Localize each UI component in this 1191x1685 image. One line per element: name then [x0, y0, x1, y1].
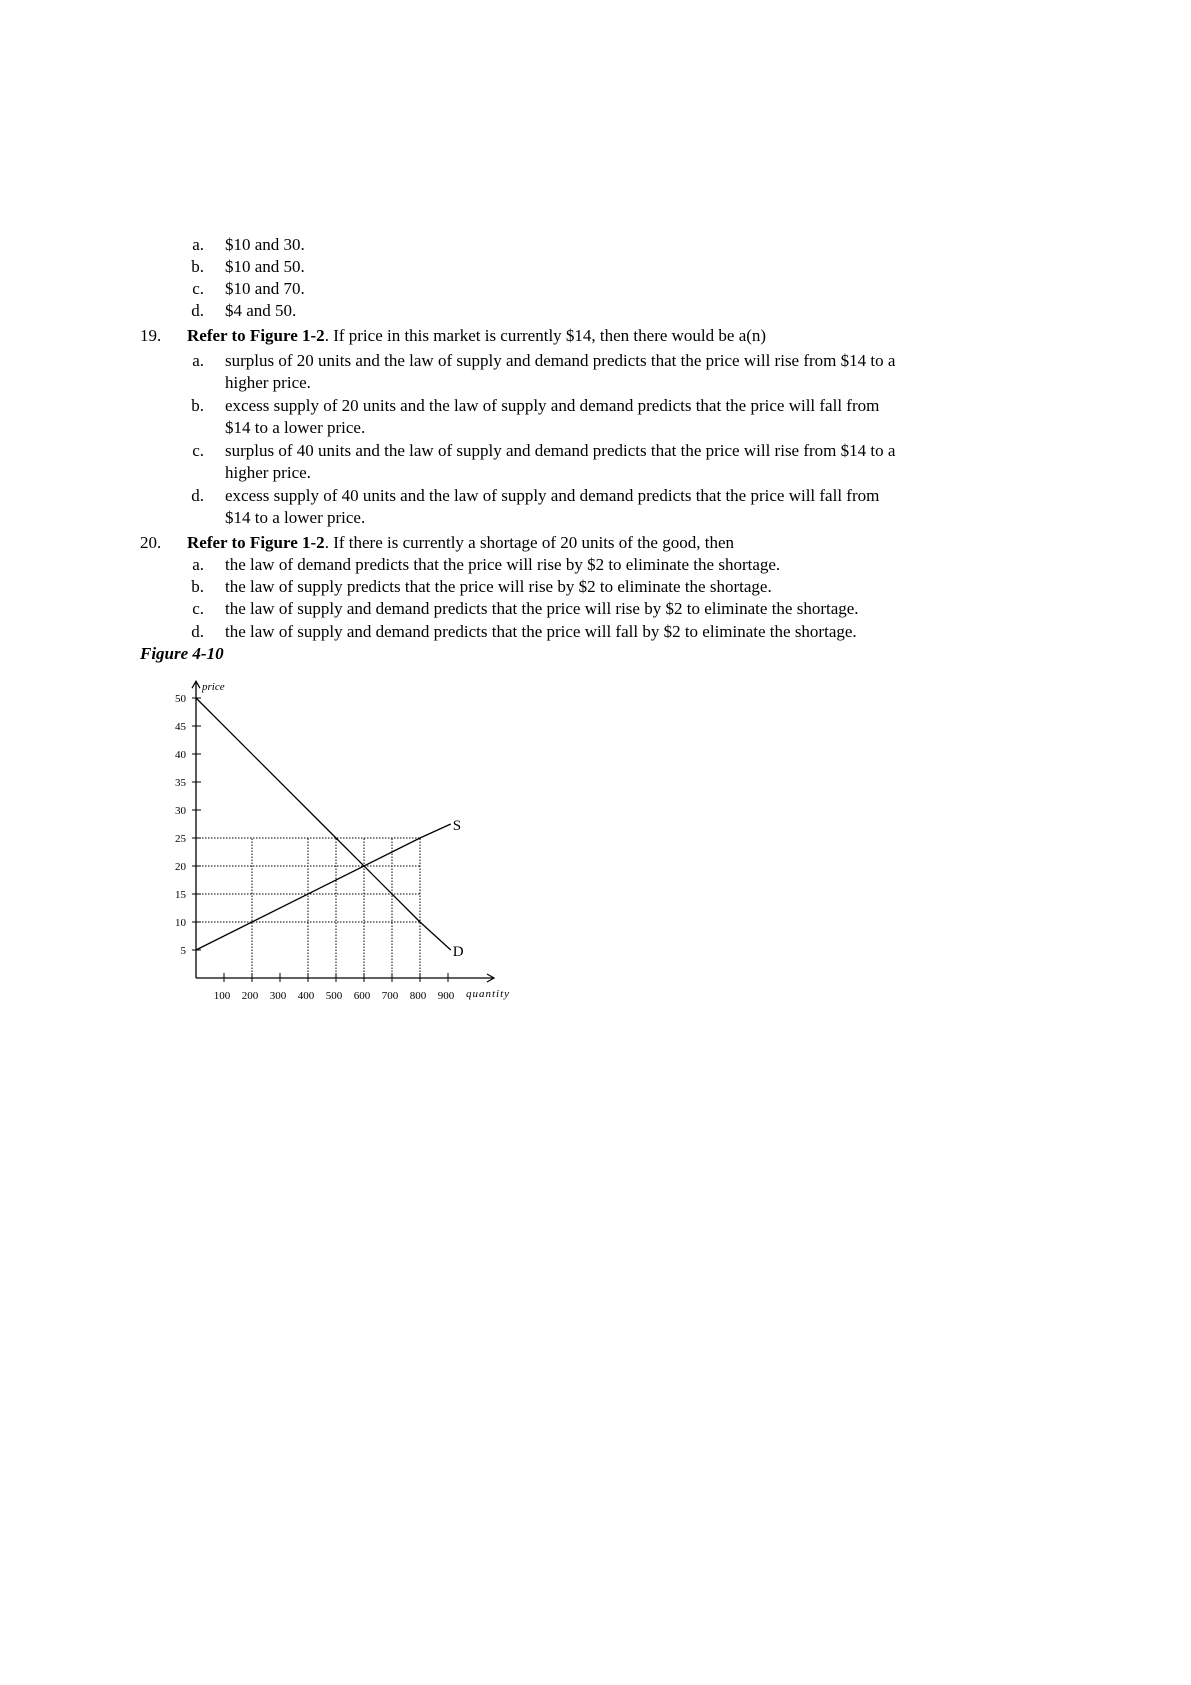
x-tick-label-800: 800	[409, 990, 427, 1002]
series	[196, 698, 451, 950]
y-tick-label-35: 35	[175, 777, 186, 789]
option-text: the law of supply and demand predicts that the price will fall by $2 to eliminate the shortage.	[225, 622, 857, 641]
y-tick-label-45: 45	[175, 721, 186, 733]
option-text-line2: $14 to a lower price.	[225, 508, 366, 527]
x-tick-label-500: 500	[325, 990, 343, 1002]
figure-reference: Refer to Figure 1-2	[187, 326, 325, 345]
y-tick-label-15: 15	[175, 889, 186, 901]
y-tick-label-40: 40	[175, 749, 186, 761]
series-line-s	[196, 824, 451, 950]
figure-title: Figure 4-10	[140, 644, 224, 663]
option-text-line2: $14 to a lower price.	[225, 418, 366, 437]
option-letter: c.	[192, 279, 204, 298]
option-text: the law of supply predicts that the price will rise by $2 to eliminate the shortage.	[225, 577, 772, 596]
option-text-line1: surplus of 20 units and the law of supply and demand predicts that the price will rise from $14 to a	[225, 351, 896, 370]
x-tick-label-700: 700	[381, 990, 399, 1002]
option-letter: a.	[192, 235, 204, 254]
option-letter: d.	[191, 622, 204, 641]
x-tick-label-600: 600	[353, 990, 371, 1002]
y-axis-label: price	[202, 681, 225, 694]
option-text: $10 and 50.	[225, 257, 305, 276]
option-letter: a.	[192, 351, 204, 370]
option-letter: d.	[191, 486, 204, 505]
x-tick-label-100: 100	[213, 990, 231, 1002]
question-number: 19.	[140, 326, 162, 345]
x-tick-label-400: 400	[297, 990, 315, 1002]
option-text: $4 and 50.	[225, 301, 297, 320]
question-number: 20.	[140, 533, 162, 552]
ticks	[192, 698, 448, 982]
option-letter: c.	[192, 599, 204, 618]
axes	[192, 681, 494, 982]
y-tick-label-5: 5	[180, 945, 186, 957]
option-text: the law of supply and demand predicts that the price will rise by $2 to eliminate the shortage.	[225, 599, 859, 618]
x-tick-label-300: 300	[269, 990, 287, 1002]
option-text: $10 and 70.	[225, 279, 305, 298]
option-letter: b.	[191, 396, 204, 415]
option-letter: b.	[191, 257, 204, 276]
option-letter: c.	[192, 441, 204, 460]
option-letter: b.	[191, 577, 204, 596]
x-axis-label: quantity	[466, 988, 511, 1000]
guide-lines	[196, 838, 420, 978]
question-stem: . If there is currently a shortage of 20 units of the good, then	[324, 533, 734, 552]
option-text-line1: surplus of 40 units and the law of supply and demand predicts that the price will rise from $14 to a	[225, 441, 896, 460]
labels	[175, 681, 510, 1002]
x-tick-label-200: 200	[241, 990, 259, 1002]
y-tick-label-50: 50	[175, 693, 186, 705]
option-text-line2: higher price.	[225, 373, 311, 392]
option-text-line1: excess supply of 20 units and the law of supply and demand predicts that the price will fall from	[225, 396, 880, 415]
x-tick-label-900: 900	[437, 990, 455, 1002]
option-text: $10 and 30.	[225, 235, 305, 254]
y-tick-label-25: 25	[175, 833, 186, 845]
series-line-d	[196, 698, 451, 950]
option-text-line2: higher price.	[225, 463, 311, 482]
y-tick-label-10: 10	[175, 917, 186, 929]
figure-reference: Refer to Figure 1-2	[187, 533, 325, 552]
option-letter: a.	[192, 555, 204, 574]
y-tick-label-20: 20	[175, 861, 186, 873]
option-text: the law of demand predicts that the price will rise by $2 to eliminate the shortage.	[225, 555, 781, 574]
question-stem: . If price in this market is currently $14, then there would be a(n)	[324, 326, 767, 345]
option-text-line1: excess supply of 40 units and the law of supply and demand predicts that the price will fall from	[225, 486, 880, 505]
series-label-d: D	[452, 944, 464, 960]
series-label-s: S	[452, 818, 462, 834]
y-tick-label-30: 30	[175, 805, 186, 817]
option-letter: d.	[191, 301, 204, 320]
